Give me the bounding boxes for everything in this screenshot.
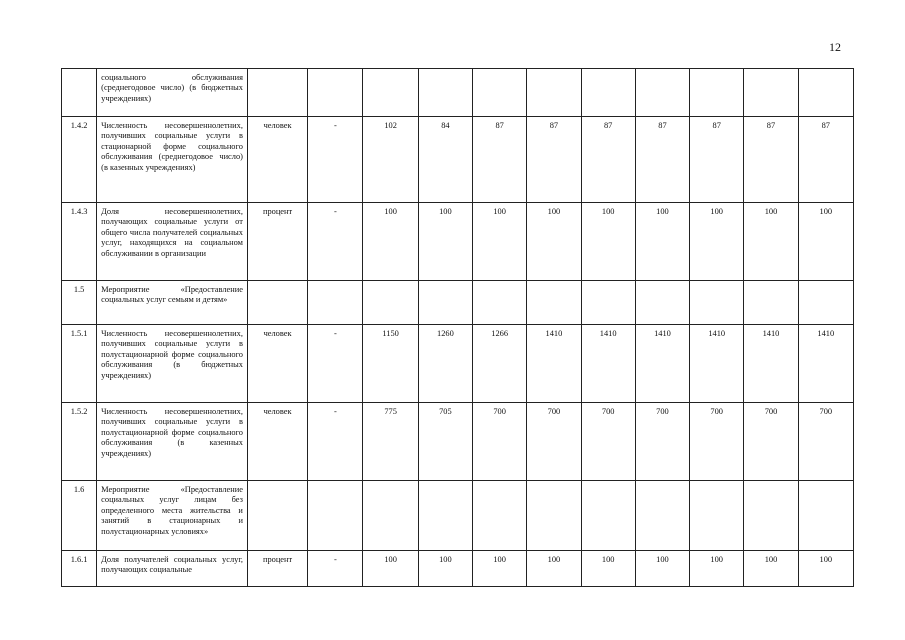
year-value-cell: 100 — [473, 551, 527, 587]
year-value-cell — [363, 69, 418, 117]
year-value-cell — [798, 281, 853, 325]
year-value-cell — [581, 281, 635, 325]
year-value-cell: 100 — [690, 551, 744, 587]
year-value-cell: 100 — [418, 551, 472, 587]
year-value-cell: 87 — [798, 117, 853, 203]
year-value-cell: 100 — [527, 551, 581, 587]
indicator-name-cell: Численность несовершеннолетних, получивших социальные услуги в полустационарной форме социального обслуживания (в бюджетных учреждениях) — [97, 325, 248, 403]
indicator-name-cell: социального обслуживания (среднегодовое число) (в бюджетных учреждениях) — [97, 69, 248, 117]
year-value-cell — [581, 481, 635, 551]
year-value-cell: 87 — [690, 117, 744, 203]
year-value-cell: 87 — [473, 117, 527, 203]
year-value-cell — [418, 69, 472, 117]
indicator-name-cell: Численность несовершеннолетних, получивших социальные услуги в стационарной форме социального обслуживания (среднегодовое число) (в казенных учреждениях) — [97, 117, 248, 203]
unit-cell — [247, 69, 307, 117]
table-row — [62, 403, 854, 481]
year-value-cell: 1266 — [473, 325, 527, 403]
unit-cell — [247, 281, 307, 325]
year-value-cell: 87 — [744, 117, 798, 203]
year-value-cell: 100 — [635, 551, 689, 587]
row-number-cell — [62, 69, 97, 117]
year-value-cell: 700 — [798, 403, 853, 481]
table-row — [62, 117, 854, 203]
year-value-cell: 100 — [690, 203, 744, 281]
year-value-cell — [418, 281, 472, 325]
year-value-cell: 1410 — [744, 325, 798, 403]
year-value-cell: 100 — [581, 203, 635, 281]
year-value-cell: 100 — [363, 551, 418, 587]
year-value-cell — [744, 69, 798, 117]
base-value-cell: - — [308, 403, 363, 481]
base-value-cell — [308, 281, 363, 325]
year-value-cell: 1410 — [798, 325, 853, 403]
year-value-cell: 87 — [581, 117, 635, 203]
indicator-name-cell: Доля несовершеннолетних, получающих социальные услуги от общего числа получателей социальных услуг, находящихся на социальном обслуживании в организации — [97, 203, 248, 281]
year-value-cell — [363, 481, 418, 551]
year-value-cell — [473, 281, 527, 325]
year-value-cell — [363, 281, 418, 325]
year-value-cell: 100 — [744, 551, 798, 587]
year-value-cell: 1410 — [635, 325, 689, 403]
year-value-cell — [690, 281, 744, 325]
indicator-name-cell: Мероприятие «Предоставление социальных услуг семьям и детям» — [97, 281, 248, 325]
year-value-cell: 1260 — [418, 325, 472, 403]
year-value-cell: 775 — [363, 403, 418, 481]
year-value-cell — [527, 69, 581, 117]
year-value-cell: 100 — [744, 203, 798, 281]
base-value-cell: - — [308, 117, 363, 203]
unit-cell: человек — [247, 403, 307, 481]
table-row — [62, 203, 854, 281]
base-value-cell: - — [308, 551, 363, 587]
table-row — [62, 281, 854, 325]
year-value-cell — [690, 69, 744, 117]
year-value-cell — [744, 481, 798, 551]
row-number-cell: 1.4.3 — [62, 203, 97, 281]
year-value-cell: 100 — [363, 203, 418, 281]
row-number-cell: 1.5.1 — [62, 325, 97, 403]
year-value-cell — [798, 69, 853, 117]
indicators-table — [61, 68, 854, 587]
table-row — [62, 481, 854, 551]
year-value-cell: 100 — [581, 551, 635, 587]
row-number-cell: 1.6.1 — [62, 551, 97, 587]
year-value-cell: 1410 — [527, 325, 581, 403]
year-value-cell: 700 — [473, 403, 527, 481]
year-value-cell — [527, 481, 581, 551]
base-value-cell: - — [308, 203, 363, 281]
unit-cell: человек — [247, 117, 307, 203]
year-value-cell — [635, 281, 689, 325]
year-value-cell: 700 — [527, 403, 581, 481]
year-value-cell: 700 — [744, 403, 798, 481]
year-value-cell: 100 — [527, 203, 581, 281]
year-value-cell: 100 — [418, 203, 472, 281]
year-value-cell — [473, 69, 527, 117]
year-value-cell: 100 — [635, 203, 689, 281]
year-value-cell: 84 — [418, 117, 472, 203]
year-value-cell: 700 — [690, 403, 744, 481]
year-value-cell: 1410 — [690, 325, 744, 403]
year-value-cell — [744, 281, 798, 325]
unit-cell: процент — [247, 203, 307, 281]
indicator-name-cell: Численность несовершеннолетних, получивших социальные услуги в полустационарной форме социального обслуживания (в казенных учреждениях) — [97, 403, 248, 481]
year-value-cell: 100 — [473, 203, 527, 281]
indicator-name-cell: Доля получателей социальных услуг, получающих социальные — [97, 551, 248, 587]
table-row — [62, 69, 854, 117]
table-row — [62, 551, 854, 587]
unit-cell: человек — [247, 325, 307, 403]
year-value-cell — [527, 281, 581, 325]
year-value-cell: 1410 — [581, 325, 635, 403]
page-number: 12 — [829, 40, 841, 54]
unit-cell — [247, 481, 307, 551]
year-value-cell: 102 — [363, 117, 418, 203]
year-value-cell: 100 — [798, 203, 853, 281]
row-number-cell: 1.6 — [62, 481, 97, 551]
table-row — [62, 325, 854, 403]
indicator-name-cell: Мероприятие «Предоставление социальных услуг лицам без определенного места жительства и занятий в стационарных и полустационарных условиях» — [97, 481, 248, 551]
year-value-cell: 1150 — [363, 325, 418, 403]
base-value-cell — [308, 69, 363, 117]
row-number-cell: 1.5 — [62, 281, 97, 325]
year-value-cell: 100 — [798, 551, 853, 587]
row-number-cell: 1.4.2 — [62, 117, 97, 203]
unit-cell: процент — [247, 551, 307, 587]
year-value-cell: 700 — [635, 403, 689, 481]
year-value-cell — [690, 481, 744, 551]
year-value-cell: 87 — [635, 117, 689, 203]
year-value-cell — [635, 69, 689, 117]
year-value-cell — [418, 481, 472, 551]
base-value-cell — [308, 481, 363, 551]
year-value-cell: 700 — [581, 403, 635, 481]
row-number-cell: 1.5.2 — [62, 403, 97, 481]
year-value-cell: 705 — [418, 403, 472, 481]
year-value-cell — [798, 481, 853, 551]
year-value-cell — [581, 69, 635, 117]
year-value-cell: 87 — [527, 117, 581, 203]
year-value-cell — [635, 481, 689, 551]
year-value-cell — [473, 481, 527, 551]
base-value-cell: - — [308, 325, 363, 403]
